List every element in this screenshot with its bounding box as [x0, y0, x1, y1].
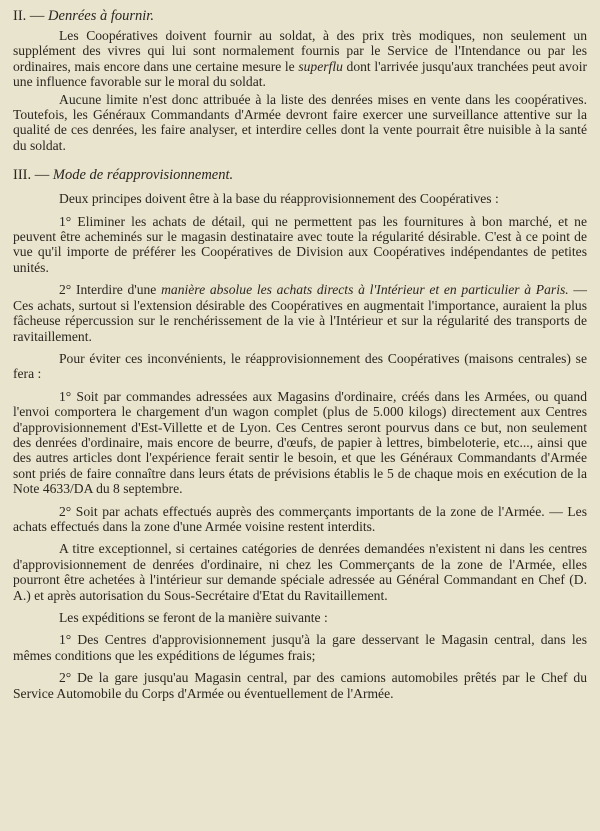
section-number: II. —	[13, 8, 45, 24]
paragraph-cooperatives-supply: Les Coopératives doivent fournir au soldat, à des prix très modiques, non seulement un supplément des vivres qui lui sont normalement fournis par le Service de l'Intendance ou par les ordinaires, mais encore dans une certaine mesure le superflu dont l'arrivée jusqu'aux tranchées peut avoir une influence favorable sur le moral du soldat.	[13, 28, 587, 90]
section-heading-denrees	[13, 7, 587, 25]
paragraph-exception: A titre exceptionnel, si certaines catégories de denrées demandées n'existent ni dans les centres d'approvisionnement de denrées d'ordinaire, ni chez les Commerçants de la zone de l'Armée, elles pourront être achetées à l'intérieur sur demande spéciale adressée au Général Commandant en Chef (D. A.) et après autorisation du Sous-Secrétaire d'Etat du Ravitaillement.	[13, 541, 587, 603]
paragraph-no-limit: Aucune limite n'est donc attribuée à la liste des denrées mises en vente dans les coopératives. Toutefois, les Généraux Commandants d'Armée devront faire exercer une surveillance attentive sur la qualité de ces denrées, les faire analyser, et interdire celles dont la vente pourrait être nuisible à la santé du soldat.	[13, 91, 587, 153]
paragraph-shipping-intro: Les expéditions se feront de la manière suivante :	[59, 610, 328, 625]
italic-superflu: superflu	[298, 58, 343, 74]
paragraph-shipping-1: 1° Des Centres d'approvisionnement jusqu'à la gare desservant le Magasin central, dans les mêmes conditions que les expéditions de légumes frais;	[13, 632, 587, 663]
section-number: III. —	[13, 167, 50, 184]
section-title: Denrées à fournir.	[48, 8, 154, 24]
paragraph-principle-2: 2° Interdire d'une manière absolue les achats directs à l'Intérieur et en particulier à Paris. — Ces achats, surtout si l'extension désirable des Coopératives en augmentait l'importance, auraient la plus fâcheuse répercussion sur le renchérissement de la vie à l'Intérieur et sur la régularité des transports de ravitaillement.	[13, 282, 587, 344]
paragraph-avoid-intro: Pour éviter ces inconvénients, le réapprovisionnement des Coopératives (maisons centrales) se fera :	[13, 350, 587, 382]
paragraph-shipping-2: 2° De la gare jusqu'au Magasin central, par des camions automobiles prêtés par le Chef du Service Automobile du Corps d'Armée ou éventuellement de l'Armée.	[13, 670, 587, 701]
italic-interdiction: manière absolue les achats directs à l'Intérieur et en particulier à Paris.	[161, 282, 569, 298]
paragraph-principle-1: 1° Eliminer les achats de détail, qui ne permettent pas les fournitures à bon marché, et ne peuvent être acheminés sur le magasin destinataire avec toute la régularité désirable. C'est à ce point de vue qu'il importe de préférer les Coopératives de Division aux Coopératives indépendantes de petites unités.	[13, 213, 587, 275]
paragraph-mode-1: 1° Soit par commandes adressées aux Magasins d'ordinaire, créés dans les Armées, ou quand l'envoi comportera le chargement d'un wagon complet (plus de 5.000 kilogs) directement aux Centres d'approvisionnement d'Est-Villette et de Lyon. Ces Centres seront pourvus dans ce but, non seulement des denrées d'ordinaire, mais encore de beurre, d'œufs, de papier à lettres, bimbeloterie, etc..., ainsi que des autres articles dont l'expérience ferait sentir le besoin, et que les Généraux Commandants d'Armée sont priés de faire connaître dans leurs états de prévisions établis le 5 de chaque mois en exécution de la Note 4633/DA du 8 septembre.	[13, 388, 587, 497]
section-title: Mode de réapprovisionnement.	[52, 167, 234, 184]
section-heading-reapprovisionnement	[13, 166, 587, 184]
paragraph-mode-2: 2° Soit par achats effectués auprès des commerçants importants de la zone de l'Armée. — Les achats effectués dans la zone d'une Armée voisine restent interdits.	[13, 503, 587, 534]
paragraph-principles-intro: Deux principes doivent être à la base du réapprovisionnement des Coopératives :	[59, 191, 499, 207]
